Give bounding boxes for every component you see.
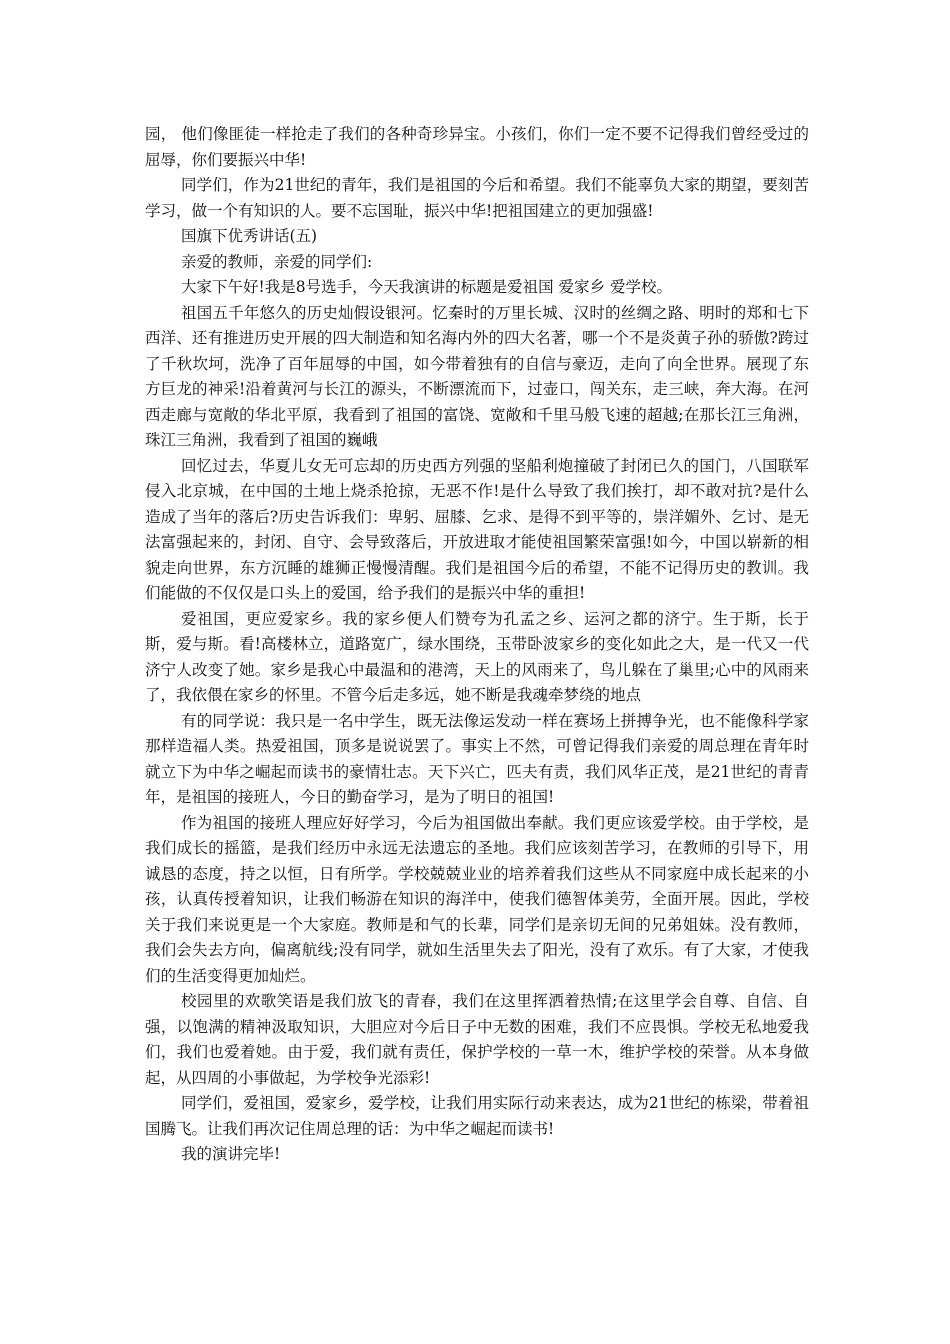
paragraph: 爱祖国，更应爱家乡。我的家乡便人们赞夸为孔孟之乡、运河之都的济宁。生于斯，长于斯，爱与斯。看!高楼林立，道路宽广，绿水围绕，玉带卧波家乡的变化如此之大，是一代又一代济宁人改变了她。家乡是我心中最温和的港湾，天上的风雨来了，鸟儿躲在了巢里;心中的风雨来了，我依偎在家乡的怀里。不管今后走多远，她不断是我魂牵梦绕的地点 [145, 609, 809, 704]
paragraph: 祖国五千年悠久的历史灿假设银河。忆秦时的万里长城、汉时的丝绸之路、明时的郑和七下西洋、还有推进历史开展的四大制造和知名海内外的四大名著，哪一个不是炎黄子孙的骄傲?跨过了千秋坎坷，洗净了百年屈辱的中国，如今带着独有的自信与豪迈，走向了向全世界。展现了东方巨龙的神采!沿着黄河与长江的源头，不断漂流而下，过壶口，闯关东，走三峡，奔大海。在河西走廊与宽敞的华北平原，我看到了祖国的富饶、宽敞和千里马般飞速的超越;在那长江三角洲，珠江三角洲，我看到了祖国的巍峨 [145, 303, 809, 449]
paragraph: 大家下午好!我是8号选手，今天我演讲的标题是爱祖国 爱家乡 爱学校。 [181, 278, 672, 296]
salutation: 亲爱的教师，亲爱的同学们: [181, 252, 373, 271]
paragraph: 有的同学说：我只是一名中学生，既无法像运发动一样在赛场上拼搏争光，也不能像科学家那样造福人类。热爱祖国，顶多是说说罢了。事实上不然，可曾记得我们亲爱的周总理在青年时就立下为中华之崛起而读书的豪情壮志。天下兴亡，匹夫有责，我们风华正茂，是21世纪的青青年，是祖国的接班人，今日的勤奋学习，是为了明日的祖国! [145, 711, 809, 806]
document-body [145, 122, 809, 1168]
paragraph: 园， 他们像匪徒一样抢走了我们的各种奇珍异宝。小孩们，你们一定不要不记得我们曾经受过的屈辱，你们要振兴中华! [145, 125, 809, 169]
paragraph: 校园里的欢歌笑语是我们放飞的青春，我们在这里挥洒着热情;在这里学会自尊、自信、自强，以饱满的精神汲取知识，大胆应对今后日子中无数的困难，我们不应畏惧。学校无私地爱我们，我们也爱着她。由于爱，我们就有责任，保护学校的一草一木，维护学校的荣誉。从本身做起，从四周的小事做起，为学校争光添彩! [145, 992, 809, 1087]
paragraph: 同学们，作为21世纪的青年，我们是祖国的今后和希望。我们不能辜负大家的期望，要刻苦学习，做一个有知识的人。要不忘国耻，振兴中华!把祖国建立的更加强盛! [145, 176, 809, 220]
paragraph: 回忆过去，华夏儿女无可忘却的历史西方列强的坚船利炮撞破了封闭已久的国门，八国联军侵入北京城，在中国的土地上烧杀抢掠，无恶不作!是什么导致了我们挨打，却不敢对抗?是什么造成了当年的落后?历史告诉我们：卑躬、屈膝、乞求、是得不到平等的，崇洋媚外、乞讨、是无法富强起来的，封闭、自守、会导致落后，开放进取才能使祖国繁荣富强!如今，中国以崭新的相貌走向世界，东方沉睡的雄狮正慢慢清醒。我们是祖国今后的希望，不能不记得历史的教训。我们能做的不仅仅是口头上的爱国，给予我们的是振兴中华的重担! [145, 456, 809, 602]
section-heading: 国旗下优秀讲话(五) [181, 227, 318, 245]
paragraph: 作为祖国的接班人理应好好学习，今后为祖国做出奉献。我们更应该爱学校。由于学校，是我们成长的摇篮，是我们经历中永远无法遗忘的圣地。我们应该刻苦学习，在教师的引导下，用诚恳的态度，持之以恒，日有所学。学校兢兢业业的培养着我们这些从不同家庭中成长起来的小孩，认真传授着知识，让我们畅游在知识的海洋中，使我们德智体美劳，全面开展。因此，学校关于我们来说更是一个大家庭。教师是和气的长辈，同学们是亲切无间的兄弟姐妹。没有教师，我们会失去方向，偏离航线;没有同学，就如生活里失去了阳光，没有了欢乐。有了大家，才使我们的生活变得更加灿烂。 [145, 813, 809, 985]
closing-line: 我的演讲完毕! [181, 1145, 281, 1163]
paragraph: 同学们，爱祖国，爱家乡，爱学校，让我们用实际行动来表达，成为21世纪的栋梁，带着祖国腾飞。让我们再次记住周总理的话：为中华之崛起而读书! [145, 1094, 809, 1138]
